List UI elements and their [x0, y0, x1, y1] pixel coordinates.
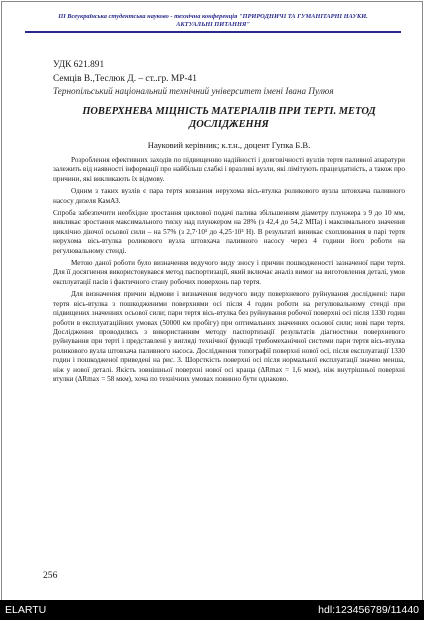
article-title-line-1: ПОВЕРХНЕВА МІЦНІСТЬ МАТЕРІАЛІВ ПРИ ТЕРТІ. МЕТОД [82, 106, 376, 117]
repository-footer-bar [0, 600, 424, 620]
document-page [25, 10, 405, 594]
paragraph: Спроба забезпечити необхідне зростання циклової подачі палива збільшенням діаметру плунжера з 9 до 10 мм, викликає зростання максимального тиску над плунжером на 28% (з 42,4 до 54,2 МПа) і максимального значення циклічно діючої осьової сили – на 57% (з 2,7·10³ до 4,25·10³ Н). В результаті виникає схоплювання в парі тертя нерухома вісь-втулка роликового вузла штовхача паливного насосу через 4 години його роботи на регулювальному стенді. [53, 209, 405, 255]
paragraph: Для визначення причин відмови і визначення ведучого виду поверхневого руйнування досліджені: пари тертя вісь-втулка з пошкодженими поверхнями осі після 4 годин роботи на регулювальному стенді при підвищених значеннях осьової сили; пари тертя вісь-втулка без руйнування робочої поверхні осі після 1330 годин роботи в експлуатаційних умовах (50000 км пробігу) при оптимальних значеннях осьової сили; нові пари тертя. Дослідження проводились з використанням методу паспортизації результатів діагностики поверхневого руйнування при терті і представлені у вигляді технічної функції трибомеханічної системи пари тертя вісь-втулка роликового вузла штовхача паливного насоса. Дослідження топографії поверхні нової осі, після експлуатації 1330 годин і пошкодженої приведені на рис. 3. Шорсткість поверхні осі після нормальної експлуатації значно менша, ніж у нової деталі. Якість зовнішньої поверхні нової осі краща (ΔRmax = 1,6 мкм), ніж внутрішньої поверхні втулки (ΔRmax = 58 мкм), хоча по технічних умовах повинно бути однаково. [53, 290, 405, 383]
handle-identifier[interactable]: hdl:123456789/11440 [318, 604, 419, 616]
repository-name: ELARTU [5, 604, 47, 616]
article-body [53, 156, 405, 387]
article-title-line-2: ДОСЛІДЖЕННЯ [189, 118, 269, 130]
conference-header [25, 13, 401, 33]
conference-header-line-2: АКТУАЛЬНІ ПИТАННЯ" [176, 20, 250, 28]
udk-code: УДК 621.891 [53, 60, 105, 70]
university: Тернопільський національний технічний університет імені Івана Пулюя [53, 86, 334, 96]
page-number: 256 [43, 570, 58, 581]
article-title [53, 106, 405, 131]
conference-header-line-1: ІІІ Всеукраїнська студентська науково - технічна конференція "ПРИРОДНИЧІ ТА ГУМАНІТАРНІ НАУКИ. [58, 13, 368, 20]
paragraph: Метою даної роботи було визначення ведучого виду зносу і причин пошкодженості зазначеної пари тертя. Для її досягнення використовувався метод паспортизації, який включає аналіз вимог на виготовлення деталі, умов експлуатації пасів і фактичного стану робочих поверхонь пар тертя. [53, 259, 405, 286]
scientific-advisor: Науковий керівник; к.т.н., доцент Гупка Б.В. [147, 140, 311, 150]
paragraph: Розроблення ефективних заходів по підвищенню надійності і довговічності вузлів тертя паливної апаратури залежить від наявності інформації про найбільш слабкі і вразливі вузли, які лімітують працездатність, а також про причини, які викликають їх відмову. [53, 156, 405, 183]
paragraph: Одним з таких вузлів є пара тертя ковзання нерухома вісь-втулка роликового вузла штовхача паливного насосу дизеля КамАЗ. [53, 187, 405, 205]
page-frame [1, 1, 423, 601]
authors: Семців В.,Теслюк Д. – ст..гр. МР-41 [53, 74, 197, 84]
